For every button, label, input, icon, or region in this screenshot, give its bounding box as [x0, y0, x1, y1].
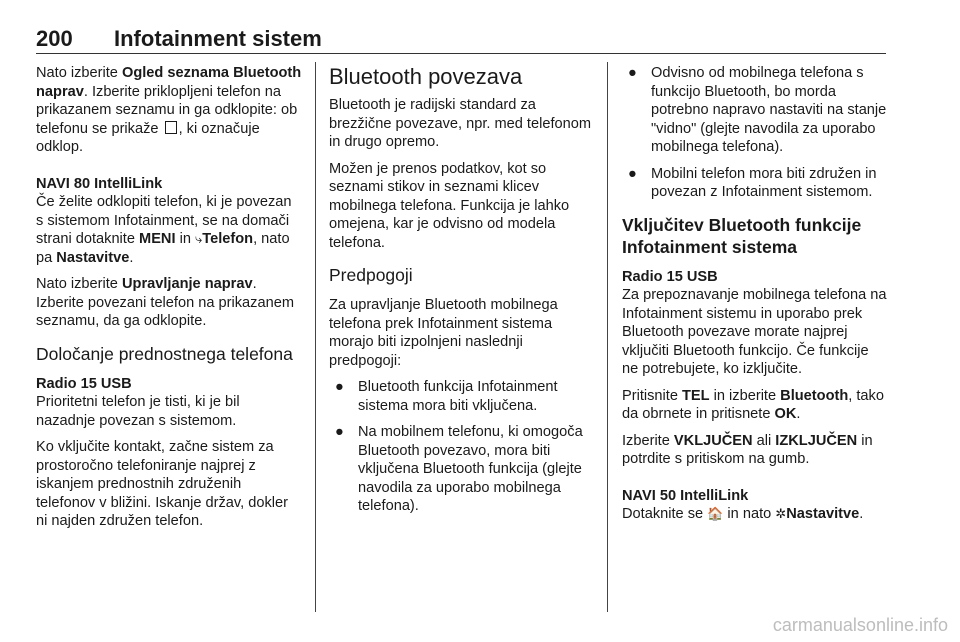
- list-item: ● Na mobilnem telefonu, ki omogoča Bluetooth povezavo, mora biti vključena Bluetooth funkcija (glejte navodila za uporabo mobilnega telefona).: [335, 424, 583, 514]
- paragraph-bluetooth-standard: Bluetooth je radijski standard za brezžične povezave, npr. med telefonom in drugo opremo.: [329, 97, 592, 150]
- paragraph-on-off: Izberite VKLJUČEN ali IZKLJUČEN in potrdite s pritiskom na gumb.: [622, 432, 873, 467]
- bullet-icon: ●: [335, 379, 344, 395]
- prerequisites-list: [329, 378, 595, 516]
- list-item: ● Mobilni telefon mora biti združen in povezan z Infotainment sistemom.: [628, 165, 877, 200]
- prerequisites-list-continued: [622, 64, 888, 202]
- column-divider-2: [607, 62, 608, 612]
- column-3: [622, 64, 888, 532]
- paragraph-prerequisites-intro: Za upravljanje Bluetooth mobilnega telefona prek Infotainment sistema morajo biti izpolnjeni naslednji predpogoji:: [329, 297, 558, 369]
- bullet-icon: ●: [628, 165, 637, 182]
- paragraph-tel-bluetooth: Pritisnite TEL in izberite Bluetooth, tako da obrnete in pritisnete OK.: [622, 387, 884, 422]
- paragraph-disconnect-list: Nato izberite Ogled seznama Bluetooth naprav. Izberite priklopljeni telefon na prikazanem seznamu in ga odklopite: ob telefonu se prikaže , ki označuje odklop.: [36, 65, 302, 155]
- list-item: ● Odvisno od mobilnega telefona s funkcijo Bluetooth, bo morda potrebno napravo nastaviti na stanje "vidno" (glejte navodila za uporabo mobilnega telefona).: [628, 65, 887, 155]
- column-1: [36, 64, 302, 539]
- disconnect-box-icon: [165, 121, 177, 134]
- radio15-heading-2: Radio 15 USB: [622, 268, 718, 285]
- navi50-heading: NAVI 50 IntelliLink: [622, 487, 749, 504]
- gear-icon: ✲: [775, 506, 787, 521]
- phone-icon: ⤷: [194, 231, 203, 246]
- bullet-icon: ●: [628, 65, 637, 81]
- heading-prerequisites: Predpogoji: [329, 265, 413, 285]
- page-number: 200: [36, 26, 73, 51]
- column-divider-1: [315, 62, 316, 612]
- heading-bluetooth-connection: Bluetooth povezava: [329, 64, 523, 89]
- paragraph-navi80-disconnect: Če želite odklopiti telefon, ki je povezan s sistemom Infotainment, se na domači strani dotaknite MENI in ⤷Telefon, nato pa Nastavitve.: [36, 194, 292, 266]
- heading-priority-phone: Določanje prednostnega telefona: [36, 343, 293, 364]
- navi80-heading: NAVI 80 IntelliLink: [36, 175, 163, 192]
- column-2: [329, 64, 595, 524]
- bullet-icon: ●: [335, 424, 344, 440]
- list-item: ● Bluetooth funkcija Infotainment sistema mora biti vključena.: [335, 379, 558, 414]
- paragraph-navi50-settings: Dotaknite se 🏠 in nato ✲Nastavitve.: [622, 506, 864, 522]
- paragraph-enable-bluetooth: Za prepoznavanje mobilnega telefona na Infotainment sistemu in uporabo prek Bluetooth povezave morate najprej vključiti Bluetooth funkcijo. Če funkcije ne potrebujete, ko izključite.: [622, 287, 887, 377]
- paragraph-manage-devices: Nato izberite Upravljanje naprav. Izberite povezani telefon na prikazanem seznamu, da ga odklopite.: [36, 276, 294, 329]
- paragraph-priority-phone: Prioritetni telefon je tisti, ki je bil nazadnje povezan s sistemom.: [36, 394, 240, 429]
- watermark: carmanualsonline.info: [772, 615, 948, 635]
- home-icon: 🏠: [707, 506, 724, 521]
- header-rule: [36, 53, 886, 54]
- radio15-heading: Radio 15 USB: [36, 375, 132, 392]
- paragraph-handsfree-search: Ko vključite kontakt, začne sistem za prostoročno telefoniranje najprej z iskanjem prednostnih združenih telefonov v bližini. Iskanje držav, dokler ni najden združen telefon.: [36, 439, 288, 529]
- page-header: [36, 24, 886, 54]
- paragraph-data-transfer: Možen je prenos podatkov, kot so seznami stikov in seznami klicev mobilnega telefona. Funkcija je lahko omejena, kar je odvisno od modela telefona.: [329, 160, 570, 251]
- running-title: Infotainment sistem: [114, 26, 322, 51]
- heading-enable-bluetooth: Vključitev Bluetooth funkcije Infotainment sistema: [622, 214, 862, 257]
